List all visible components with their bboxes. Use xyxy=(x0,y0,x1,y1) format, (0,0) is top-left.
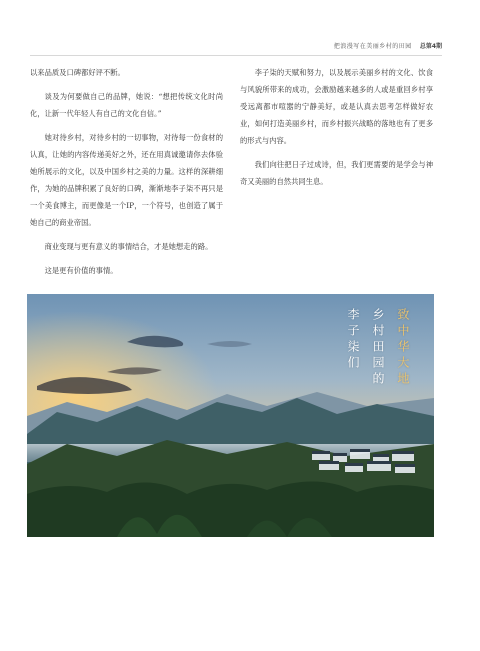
paragraph: 谈及为何要做自己的品牌，她说：“想把传统文化时尚化，让新一代年轻人有自己的文化自信。” xyxy=(30,92,223,118)
page-header xyxy=(334,41,442,50)
caption-line-3: 李子柒们 xyxy=(346,308,360,372)
paragraph: 李子柒的天赋和努力，以及展示美丽乡村的文化、饮食与风貌所带来的成功，会激励越来越多的人或是重回乡村享受远离都市喧嚣的宁静美好，或是认真去思考怎样做好农业，如何打造美丽乡村，而乡村振兴战略的落地也有了更多的形式与内容。 xyxy=(240,68,433,145)
paragraph: 以来品质及口碑都好评不断。 xyxy=(30,68,125,77)
header-title: 把浪漫写在美丽乡村的田园 xyxy=(333,43,412,50)
caption-line-1: 致中华大地 xyxy=(396,308,410,388)
article-column-right xyxy=(240,64,433,197)
issue-number: 总第4期 xyxy=(419,43,442,50)
landscape-photo xyxy=(27,294,434,537)
paragraph: 她对待乡村，对待乡村的一切事物，对待每一份食材的认真，让她的内容传递美好之外，还在用真诚邀请你去体验她所展示的文化，以及中国乡村之美的力量。这样的深耕细作，为她的品牌积累了良好的口碑，渐渐地李子柒不再只是一个美食博主，而更像是一个IP，一个符号，也创造了属于她自己的商业帝国。 xyxy=(30,133,223,227)
paragraph: 我们向往把日子过成诗，但，我们更需要的是学会与神奇又美丽的自然共同生息。 xyxy=(240,160,433,186)
photo-caption xyxy=(345,308,412,388)
header-divider xyxy=(30,55,442,56)
paragraph: 这是更有价值的事情。 xyxy=(44,266,118,275)
caption-line-2: 乡村田园的 xyxy=(371,308,385,388)
article-column-left xyxy=(30,64,223,286)
paragraph: 商业变现与更有意义的事情结合，才是她想走的路。 xyxy=(44,242,213,251)
